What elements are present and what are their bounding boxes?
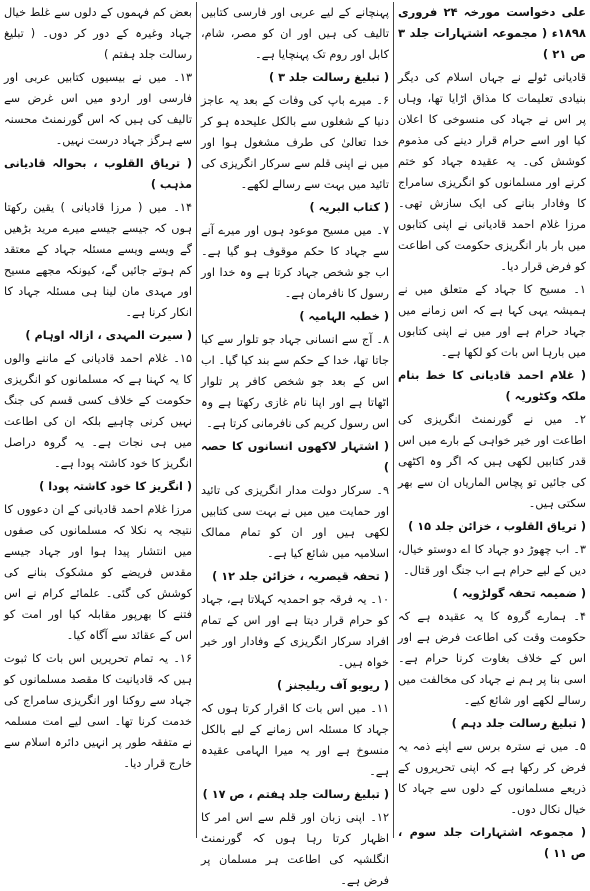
paragraph: ۱۶۔ یہ تمام تحریریں اس بات کا ثبوت ہیں کہ قادیانیت کا مقصد مسلمانوں کو جہاد سے روکنا اور انگریزی سامراج کی خدمت کرنا تھا۔ اسی لیے امت مسلمہ نے متفقہ طور پر انہیں دائرہ اسلام سے خارج قرار دیا۔ xyxy=(4,652,193,770)
paragraph: ۱۔ مسیح کا جہاد کے متعلق میں نے ہمیشہ یہی کہا ہے کہ اس زمانے میں جہاد حرام ہے اور میں نے اپنی کتابوں میں بارہا اس بات کو لکھا ہے۔ xyxy=(398,283,586,359)
paragraph: پہنچانے کے لیے عربی اور فارسی کتابیں تالیف کی ہیں اور ان کو مصر، شام، کابل اور روم تک پہنچایا ہے۔ xyxy=(201,6,390,61)
citation: ( تبلیغ رسالت جلد ۳ ) xyxy=(268,71,390,84)
column-middle xyxy=(201,2,390,887)
paragraph: ۱۰۔ یہ فرقہ جو احمدیہ کہلاتا ہے، جہاد کو حرام قرار دیتا ہے اور اس کے تمام افراد سرکار انگریزی کے وفادار اور خیر خواہ ہیں۔ xyxy=(201,593,390,669)
citation: ( تبلیغ رسالت جلد ہفتم ، ص ۱۷ ) xyxy=(202,788,390,801)
citation: ( تریاق القلوب ، بحوالہ قادیانی مذہب ) xyxy=(4,157,193,191)
paragraph: ۲۔ میں نے گورنمنٹ انگریزی کی اطاعت اور خیر خواہی کے بارے میں اس قدر کتابیں لکھی ہیں کہ اگر وہ اکٹھی کی جائیں تو پچاس الماریاں ان سے بھر سکتی ہیں۔ xyxy=(398,413,586,510)
paragraph: ۹۔ سرکار دولت مدار انگریزی کی تائید اور حمایت میں میں نے بہت سی کتابیں لکھی ہیں اور ان کو تمام ممالک اسلامیہ میں شائع کیا ہے۔ xyxy=(201,484,390,560)
document-page xyxy=(4,2,586,887)
paragraph: ۶۔ میرے باپ کی وفات کے بعد یہ عاجز دنیا کے شغلوں سے بالکل علیحدہ ہو کر خدا تعالیٰ کی طرف مشغول ہوا اور میں نے اپنی قلم سے سرکار انگریزی کی تائید میں بہت سے رسالے لکھے۔ xyxy=(201,94,390,191)
paragraph: ۱۴۔ میں ( مرزا قادیانی ) یقین رکھتا ہوں کہ جیسے جیسے میرے مرید بڑھیں گے ویسے ویسے مسئلہ جہاد کے معتقد کم ہوتے جائیں گے، کیونکہ مجھے مسیح اور مہدی مان لینا ہی مسئلہ جہاد کا انکار کرنا ہے۔ xyxy=(4,201,193,319)
citation: ( تریاق القلوب ، خزائن جلد ۱۵ ) xyxy=(408,520,586,533)
paragraph: ۳۔ اب چھوڑ دو جہاد کا اے دوستو خیال، دیں کے لیے حرام ہے اب جنگ اور قتال۔ xyxy=(398,543,586,577)
paragraph: ۵۔ میں نے سترہ برس سے اپنے ذمہ یہ فرض کر رکھا ہے کہ اپنی تحریروں کے ذریعے مسلمانوں کے دلوں سے جہاد کا خیال نکال دوں۔ xyxy=(398,740,586,816)
citation: ( مجموعہ اشتہارات جلد سوم ، ص ۱۱ ) xyxy=(398,826,586,860)
column-left xyxy=(4,2,192,838)
paragraph: مرزا غلام احمد قادیانی کے ان دعووں کا نتیجہ یہ نکلا کہ مسلمانوں کی صفوں میں انتشار پیدا ہوا اور جہاد جیسے مقدس فریضے کو مشکوک بنانے کی کوشش کی گئی۔ علمائے کرام نے اس فتنے کا بھرپور مقابلہ کیا اور امت کو اس کے عقائد سے آگاہ کیا۔ xyxy=(4,503,193,642)
paragraph: ۴۔ ہمارے گروہ کا یہ عقیدہ ہے کہ حکومت وقت کی اطاعت فرض ہے اور اس کے خلاف بغاوت کرنا حرام ہے۔ اسی بنا پر ہم نے جہاد کی مخالفت میں رسالے لکھے اور شائع کیے۔ xyxy=(398,610,586,707)
citation: ( تحفہ قیصریہ ، خزائن جلد ۱۲ ) xyxy=(212,570,390,583)
citation: ( خطبہ الہامیہ ) xyxy=(299,310,390,323)
paragraph: ۸۔ آج سے انسانی جہاد جو تلوار سے کیا جاتا تھا، خدا کے حکم سے بند کیا گیا۔ اب اس کے بعد جو شخص کافر پر تلوار اٹھاتا ہے اور اپنا نام غازی رکھتا ہے وہ اس رسول کریم کی نافرمانی کرتا ہے۔ xyxy=(201,333,390,430)
column-divider xyxy=(393,2,394,838)
citation: ( ریویو آف ریلیجنز ) xyxy=(277,679,390,692)
column-divider xyxy=(196,2,197,838)
paragraph: قادیانی ٹولے نے جہاں اسلام کی دیگر بنیادی تعلیمات کا مذاق اڑایا تھا، وہاں پر اس نے جہاد کی منسوخی کا اعلان کیا اور اسے حرام قرار دینے کی مذموم کوشش کی۔ یہ عقیدہ جہاد کو ختم کرنے اور مسلمانوں کو انگریزی سامراج کا وفادار بنانے کی ایک سازش تھی۔ مرزا غلام احمد قادیانی نے اپنی کتابوں میں بار بار انگریزی حکومت کی اطاعت کو فرض قرار دیا۔ xyxy=(398,71,586,273)
paragraph: ۷۔ میں مسیح موعود ہوں اور میرے آنے سے جہاد کا حکم موقوف ہو گیا ہے۔ اب جو شخص جہاد کرتا ہے وہ خدا اور رسول کا نافرمان ہے۔ xyxy=(201,224,390,300)
citation: ( ضمیمہ تحفہ گولڑویہ ) xyxy=(452,587,586,600)
paragraph: ۱۵۔ غلام احمد قادیانی کے ماننے والوں کا یہ کہنا ہے کہ مسلمانوں کو انگریزی حکومت کے خلاف کسی قسم کی جنگ نہیں کرنی چاہیے بلکہ ان کی اطاعت میں ہی نجات ہے۔ یہ گروہ دراصل انگریز کا خود کاشتہ پودا ہے۔ xyxy=(4,352,193,470)
citation: ( غلام احمد قادیانی کا خط بنام ملکہ وکٹوریہ ) xyxy=(398,369,586,403)
paragraph: بعض کم فہموں کے دلوں سے غلط خیال جہاد وغیرہ کے دور کر دوں۔ ( تبلیغ رسالت جلد ہفتم ) xyxy=(4,6,193,61)
citation: ( تبلیغ رسالت جلد دہم ) xyxy=(451,717,586,730)
paragraph: ۱۲۔ اپنی زبان اور قلم سے اس امر کا اظہار کرتا رہا ہوں کہ گورنمنٹ انگلشیہ کی اطاعت ہر مسلمان پر فرض ہے۔ xyxy=(201,811,390,887)
citation: ( کتاب البریہ ) xyxy=(309,201,390,214)
citation: ( سیرت المہدی ، ازالہ اوہام ) xyxy=(25,329,193,342)
column-right xyxy=(398,2,586,860)
paragraph: ۱۳۔ میں نے بیسیوں کتابیں عربی اور فارسی اور اردو میں اس غرض سے تالیف کی ہیں کہ اس گورنمنٹ محسنہ سے ہرگز جہاد درست نہیں۔ xyxy=(4,71,193,147)
citation: ( انگریز کا خود کاشتہ پودا ) xyxy=(39,480,193,493)
section-heading: علی دخواست مورخہ ۲۴ فروری ۱۸۹۸ء ( مجموعہ اشتہارات جلد ۳ ص ۲۱ ) xyxy=(398,5,586,61)
paragraph: ۱۱۔ میں اس بات کا اقرار کرتا ہوں کہ جہاد کا مسئلہ اس زمانے کے لیے بالکل منسوخ ہے اور یہ میرا الہامی عقیدہ ہے۔ xyxy=(201,702,390,778)
citation: ( اشتہار لاکھوں انسانوں کا حصہ ) xyxy=(201,440,390,474)
